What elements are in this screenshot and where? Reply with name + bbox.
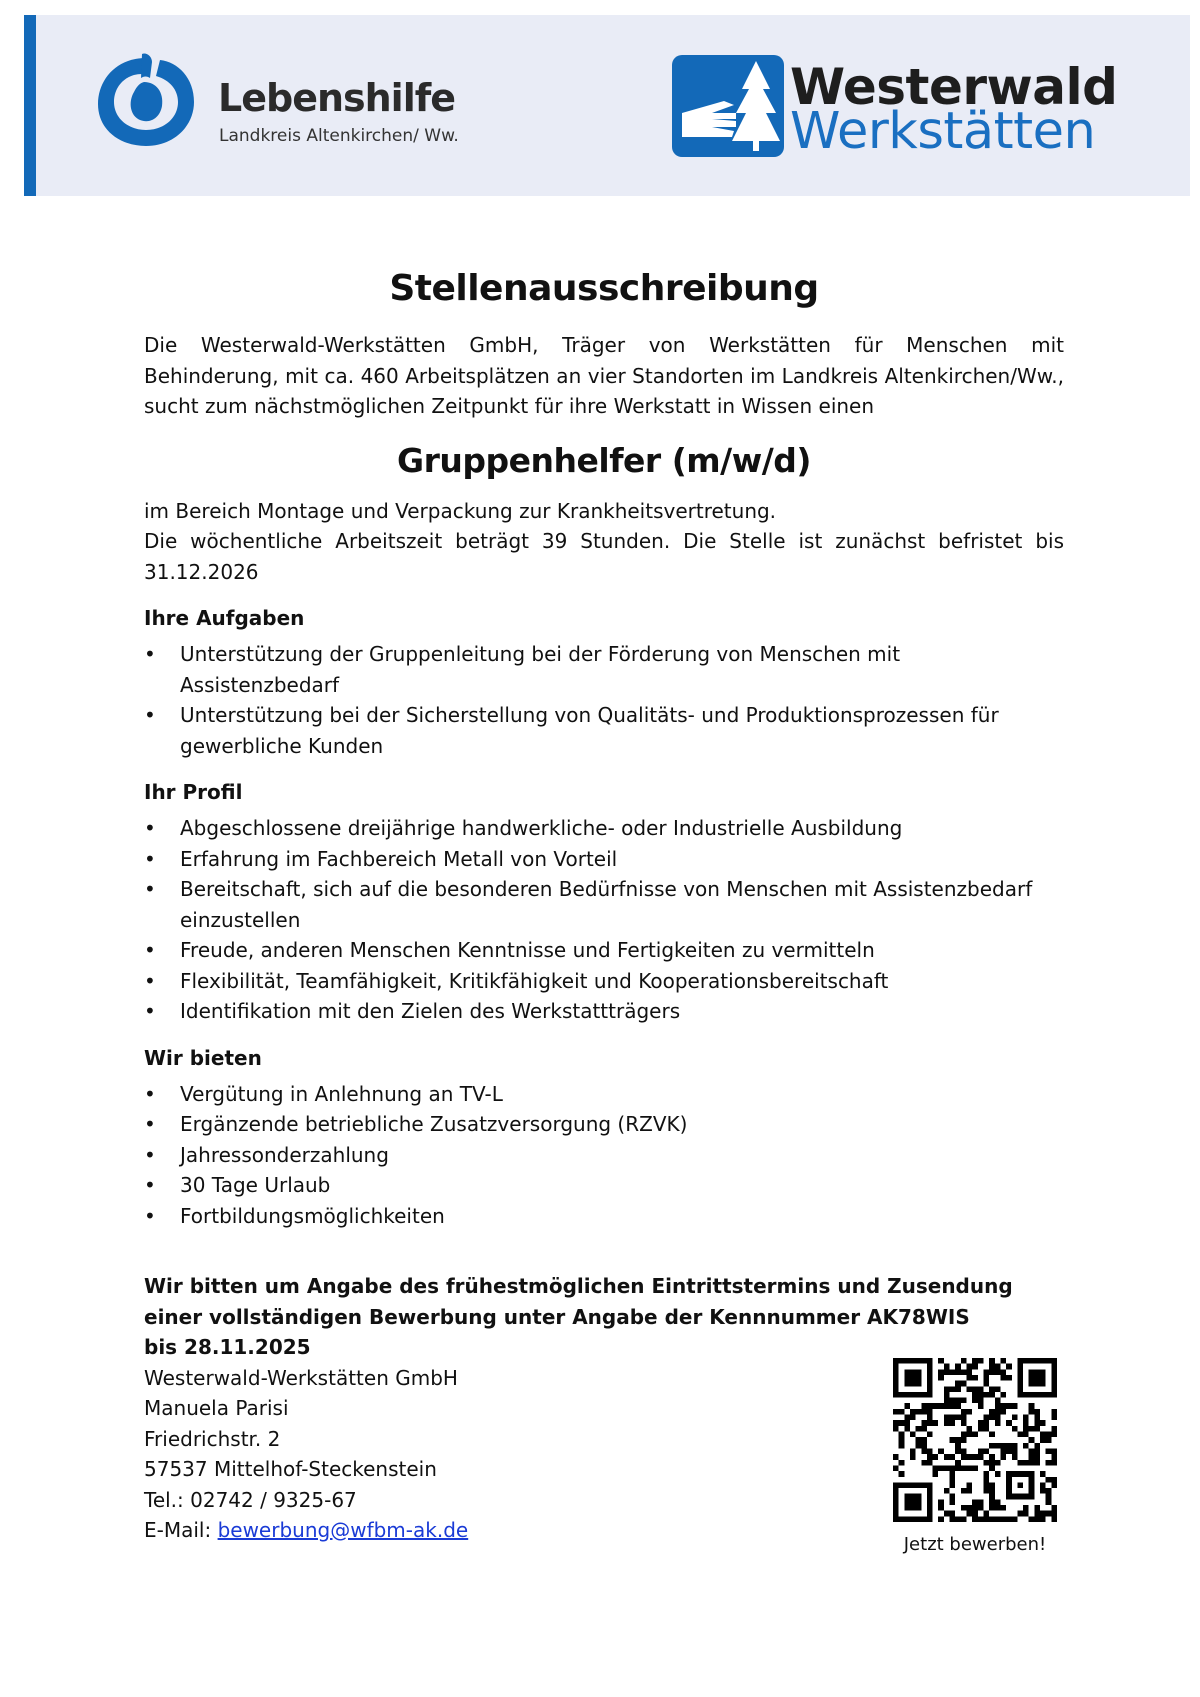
contact-city: 57537 Mittelhof-Steckenstein: [144, 1457, 437, 1481]
list-item: • Bereitschaft, sich auf die besonderen Bedürfnisse von Menschen mit Assistenzbedarf einzustellen: [144, 874, 1064, 935]
list-item: • 30 Tage Urlaub: [144, 1170, 1064, 1201]
lebenshilfe-logo-icon: [94, 52, 198, 150]
list-item: • Ergänzende betriebliche Zusatzversorgung (RZVK): [144, 1109, 1064, 1140]
list-item: • Freude, anderen Menschen Kenntnisse und Fertigkeiten zu vermitteln: [144, 935, 1064, 966]
list-item: • Unterstützung bei der Sicherstellung von Qualitäts- und Produktionsprozessen für gewerbliche Kunden: [144, 700, 1064, 761]
list-item: • Identifikation mit den Zielen des Werkstattträgers: [144, 996, 1064, 1027]
list-item: • Unterstützung der Gruppenleitung bei der Förderung von Menschen mit Assistenzbedarf: [144, 639, 1064, 700]
header-accent-stripe: [24, 15, 36, 196]
contact-company: Westerwald-Werkstätten GmbH: [144, 1365, 458, 1390]
page-title: Stellenausschreibung: [389, 268, 819, 309]
offer-heading: Wir bieten: [144, 1045, 262, 1070]
job-posting-body: [144, 266, 1064, 1546]
contact-street: Friedrichstr. 2: [144, 1426, 281, 1451]
email-link[interactable]: bewerbung@wfbm-ak.de: [217, 1518, 469, 1542]
qr-code-icon[interactable]: [893, 1358, 1057, 1522]
list-item: • Flexibilität, Teamfähigkeit, Kritikfähigkeit und Kooperationsbereitschaft: [144, 966, 1064, 997]
tasks-list: [144, 639, 1064, 761]
list-item: • Vergütung in Anlehnung an TV-L: [144, 1079, 1064, 1110]
qr-caption: Jetzt bewerben!: [903, 1534, 1047, 1555]
tasks-heading: Ihre Aufgaben: [144, 606, 305, 630]
list-item: • Erfahrung im Fachbereich Metall von Vorteil: [144, 844, 1064, 875]
lebenshilfe-name: Lebenshilfe: [218, 76, 456, 120]
list-item: • Fortbildungsmöglichkeiten: [144, 1201, 1064, 1232]
lebenshilfe-subtitle: Landkreis Altenkirchen/ Ww.: [219, 126, 459, 146]
hours-line: Die wöchentliche Arbeitszeit beträgt 39 Stunden. Die Stelle ist zunächst befristet bis 31.12.2026: [144, 529, 1064, 584]
list-item: • Abgeschlossene dreijährige handwerkliche- oder Industrielle Ausbildung: [144, 813, 1064, 844]
application-deadline: bis 28.11.2025: [144, 1335, 311, 1359]
werkstaetten-name: Werkstätten: [790, 102, 1096, 161]
westerwald-name: Westerwald: [790, 58, 1118, 116]
contact-person: Manuela Parisi: [144, 1396, 289, 1420]
westerwald-logo-icon: [672, 55, 784, 157]
contact-phone: Tel.: 02742 / 9325-67: [144, 1487, 357, 1512]
area-line: im Bereich Montage und Verpackung zur Krankheitsvertretung.: [144, 498, 777, 523]
profile-heading: Ihr Profil: [144, 780, 243, 804]
application-request: Wir bitten um Angabe des frühestmöglichen Eintrittstermins und Zusendung einer vollständigen Bewerbung unter Angabe der Kennnummer AK78WIS: [144, 1274, 1013, 1329]
offer-list: [144, 1079, 1064, 1232]
email-label: E-Mail:: [144, 1518, 218, 1542]
intro-paragraph: Die Westerwald-Werkstätten GmbH, Träger von Werkstätten für Menschen mit Behinderung, mit ca. 460 Arbeitsplätzen an vier Standorten im Landkreis Altenkirchen/Ww., sucht zum nächstmöglichen Zeitpunkt für ihre Werkstatt in Wissen einen: [144, 333, 1064, 418]
profile-list: [144, 813, 1064, 1027]
list-item: • Jahressonderzahlung: [144, 1140, 1064, 1171]
job-title: Gruppenhelfer (m/w/d): [397, 440, 811, 480]
